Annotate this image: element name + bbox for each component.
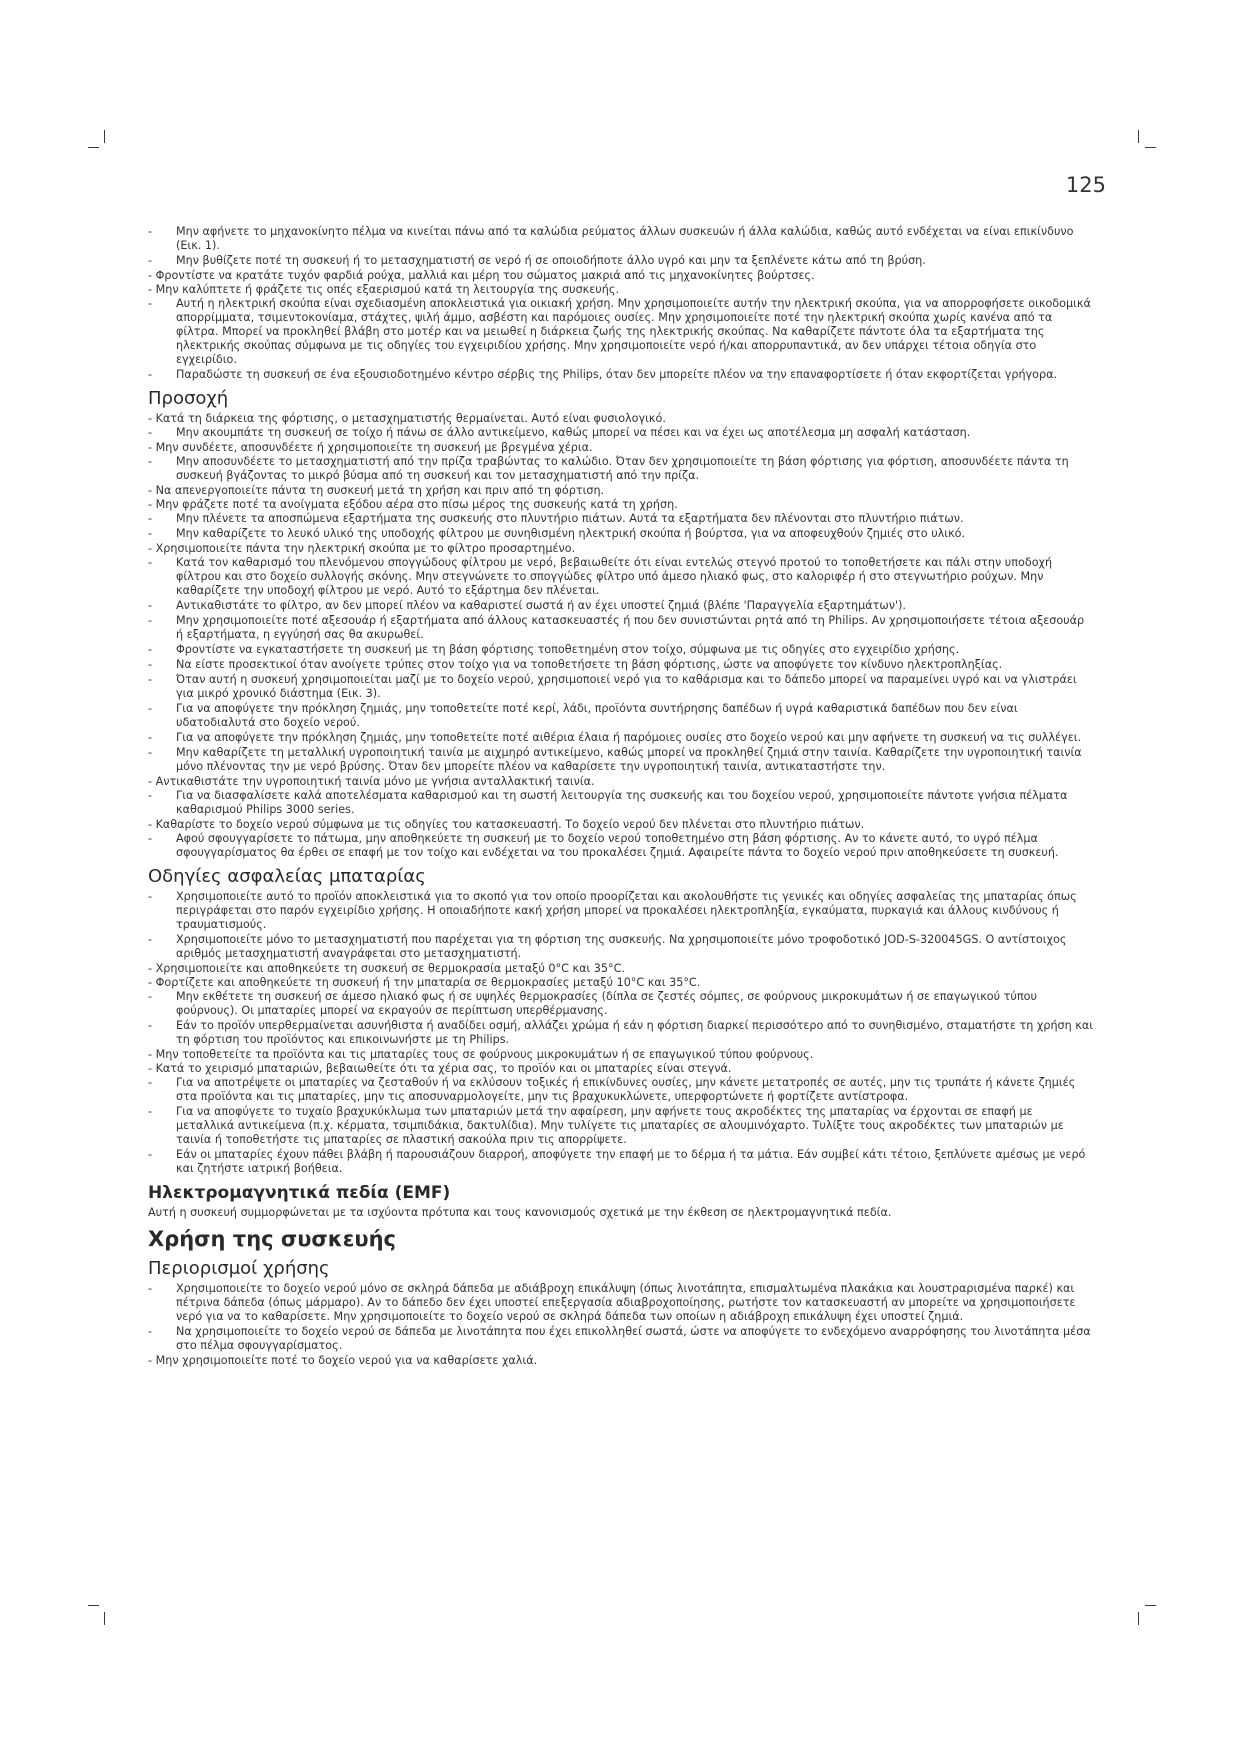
list-item: - Μην χρησιμοποιείτε ποτέ το δοχείο νερού για να καθαρίσετε χαλιά. [148, 1354, 538, 1367]
list-item [148, 658, 1094, 672]
list-item [148, 297, 1094, 367]
list-item: - Αντικαθιστάτε την υγροποιητική ταινία μόνο με γνήσια ανταλλακτική ταινία. [148, 775, 595, 788]
bullet-dash: - [148, 1282, 153, 1295]
list-item: - Χρησιμοποιείτε πάντα την ηλεκτρική σκούπα με το φίλτρο προσαρτημένο. [148, 542, 576, 555]
list-item: - Φροντίστε να κρατάτε τυχόν φαρδιά ρούχα, μαλλιά και μέρη του σώματος μακριά από τις μηχανοκίνητες βούρτσες. [148, 269, 815, 282]
list-item-text: Μην χρησιμοποιείτε ποτέ αξεσουάρ ή εξαρτήματα από άλλους κατασκευαστές ή που δεν συνιστώνται ρητά από τη Philips. Αν χρησιμοποιήσετε τέτοια αξεσουάρ ή εξαρτήματα, η εγγύησή σας θα ακυρωθεί. [176, 614, 1085, 641]
page-number: 125 [1065, 173, 1106, 197]
bullet-dash: - [148, 1105, 153, 1118]
caution-heading: Προσοχή [148, 388, 229, 409]
bullet-dash: - [148, 673, 153, 686]
list-item: - Φορτίζετε και αποθηκεύετε τη συσκευή ή την μπαταρία σε θερμοκρασίες μεταξύ 10°C και 35°C. [148, 976, 701, 989]
bullet-dash: - [148, 225, 153, 238]
emf-text: Αυτή η συσκευή συμμορφώνεται με τα ισχύοντα πρότυπα και τους κανονισμούς σχετικά με την έκθεση σε ηλεκτρομαγνητικά πεδία. [148, 1206, 892, 1219]
bullet-dash: - [148, 731, 153, 744]
list-item [148, 527, 1094, 541]
list-item [148, 746, 1094, 774]
list-item [148, 368, 1094, 382]
list-item [148, 426, 1094, 440]
crop-mark-top-left-h [88, 147, 99, 148]
list-item-text: Παραδώστε τη συσκευή σε ένα εξουσιοδοτημένο κέντρο σέρβις της Philips, όταν δεν μπορείτε πλέον να την επαναφορτίσετε ή όταν εκφορτίζεται γρήγορα. [176, 368, 1058, 381]
bullet-dash: - [148, 890, 153, 903]
list-item-text: Κατά τον καθαρισμό του πλενόμενου σπογγώδους φίλτρου με νερό, βεβαιωθείτε ότι είναι εντελώς στεγνό προτού το τοποθετήσετε και πάλι στην υποδοχή φίλτρου και στο δοχείο συλλογής σκόνης. Μην στεγνώνετε το σπογγώδες φίλτρο υπό άμεσο ηλιακό φως, στο καλοριφέρ ή στο στεγνωτήριο ρούχων. Μην καθαρίζετε την υποδοχή φίλτρου με νερό. Αυτό το εξάρτημα δεν πλένεται. [176, 556, 1053, 597]
bullet-dash: - [148, 599, 153, 612]
list-item-text: Μην πλένετε τα αποσπώμενα εξαρτήματα της συσκευής στο πλυντήριο πιάτων. Αυτά τα εξαρτήματα δεν πλένονται στο πλυντήριο πιάτων. [176, 512, 964, 525]
bullet-dash: - [148, 746, 153, 759]
bullet-dash: - [148, 933, 153, 946]
list-item: - Καθαρίστε το δοχείο νερού σύμφωνα με τις οδηγίες του κατασκευαστή. Το δοχείο νερού δεν πλένεται στο πλυντήριο πιάτων. [148, 818, 865, 831]
list-item-text: Για να αποφύγετε την πρόκληση ζημιάς, μην τοποθετείτε ποτέ κερί, λάδι, προϊόντα συντήρησης δαπέδων ή υγρά καθαριστικά δαπέδων που δεν είναι υδατοδιαλυτά στο δοχείο νερού. [176, 702, 1018, 729]
bullet-dash: - [148, 643, 153, 656]
caution-list [148, 412, 1094, 860]
crop-mark-top-right-h [1145, 147, 1156, 148]
list-item-text: Για να αποφύγετε το τυχαίο βραχυκύκλωμα των μπαταριών μετά την αφαίρεση, μην αφήνετε τους ακροδέκτες της μπαταρίας να έρχονται σε επαφή με μεταλλικά αντικείμενα (π.χ. κέρματα, τσιμπιδάκια, δακτυλίδια). Μην τυλίγετε τις μπαταρίες σε αλουμινόχαρτο. Τυλίξτε τους ακροδέκτες των μπαταριών με ταινία ή τοποθετήστε τις μπαταρίες σε πλαστική σακούλα πριν τις απορρίψετε. [176, 1105, 1064, 1146]
usage-list [148, 1282, 1094, 1368]
list-item [148, 1019, 1094, 1047]
list-item [148, 1105, 1094, 1147]
list-item-text: Μην βυθίζετε ποτέ τη συσκευή ή το μετασχηματιστή σε νερό ή σε οποιοδήποτε άλλο υγρό και μην τα ξεπλένετε κάτω από τη βρύση. [176, 254, 926, 267]
list-item [148, 643, 1094, 657]
list-item-text: Μην καθαρίζετε το λευκό υλικό της υποδοχής φίλτρου με συνηθισμένη ηλεκτρική σκούπα ή βούρτσα, για να αποφευχθούν ζημιές στο υλικό. [176, 527, 966, 540]
crop-mark-top-right-v [1138, 130, 1139, 143]
usage-heading: Χρήση της συσκευής [148, 1227, 396, 1251]
list-item-text: Χρησιμοποιείτε το δοχείο νερού μόνο σε σκληρά δάπεδα με αδιάβροχη επικάλυψη (όπως λινοτάπητα, επισμαλτωμένα πλακάκια και λουστραρισμένα παρκέ) και πέτρινα δάπεδα (όπως μάρμαρο). Αν το δάπεδο δεν έχει υποστεί επεξεργασία αδιαβροχοποίησης, ρωτήστε τον κατασκευαστή αν μπορείτε να χρησιμοποιήσετε νερό για να το καθαρίσετε. Μην χρησιμοποιείτε το δοχείο νερού σε σκληρά δάπεδα των οποίων η αδιάβροχη επικάλυψη έχει υποστεί ζημιά. [176, 1282, 1076, 1323]
list-item [148, 890, 1094, 932]
list-item-text: Μην ακουμπάτε τη συσκευή σε τοίχο ή πάνω σε άλλο αντικείμενο, καθώς μπορεί να πέσει και να έχει ως αποτέλεσμα μη ασφαλή κατάσταση. [176, 426, 971, 439]
list-item-text: Εάν οι μπαταρίες έχουν πάθει βλάβη ή παρουσιάζουν διαρροή, αποφύγετε την επαφή με το δέρμα ή τα μάτια. Εάν συμβεί κάτι τέτοιο, ξεπλύνετε αμέσως με νερό και ζητήστε ιατρική βοήθεια. [176, 1148, 1086, 1175]
emf-heading: Ηλεκτρομαγνητικά πεδία (EMF) [148, 1183, 451, 1203]
list-item-text: Εάν το προϊόν υπερθερμαίνεται ασυνήθιστα ή αναδίδει οσμή, αλλάζει χρώμα ή εάν η φόρτιση διαρκεί περισσότερο από το συνηθισμένο, σταματήστε τη χρήση και τη φόρτιση του προϊόντος και επικοινωνήστε με τη Philips. [176, 1019, 1094, 1046]
list-item-text: Χρησιμοποιείτε μόνο το μετασχηματιστή που παρέχεται για τη φόρτιση της συσκευής. Να χρησιμοποιείτε μόνο τροφοδοτικό JOD-S-320045GS. Ο αντίστοιχος αριθμός μετασχηματιστή αναγράφεται στο μετασχηματιστή. [176, 933, 1067, 960]
list-item [148, 789, 1094, 817]
bullet-dash: - [148, 426, 153, 439]
list-item: - Μην τοποθετείτε τα προϊόντα και τις μπαταρίες τους σε φούρνους μικροκυμάτων ή σε επαγωγικού τύπου φούρνους. [148, 1048, 814, 1061]
bullet-dash: - [148, 702, 153, 715]
list-item [148, 702, 1094, 730]
list-item: - Να απενεργοποιείτε πάντα τη συσκευή μετά τη χρήση και πριν από τη φόρτιση. [148, 484, 605, 497]
list-item-text: Αυτή η ηλεκτρική σκούπα είναι σχεδιασμένη αποκλειστικά για οικιακή χρήση. Μην χρησιμοποιείτε αυτήν την ηλεκτρική σκούπα, για να απορροφήσετε οικοδομικά απορρίμματα, τσιμεντοκονίαμα, στάχτες, ψιλή άμμο, ασβέστη και παρόμοιες ουσίες. Μην χρησιμοποιείτε ποτέ την ηλεκτρική σκούπα χωρίς κανένα από τα φίλτρα. Μπορεί να προκληθεί βλάβη στο μοτέρ και να μειωθεί η διάρκεια ζωής της ηλεκτρικής σκούπας. Να καθαρίζετε πάντοτε όλα τα εξαρτήματα της ηλεκτρικής σκούπας σύμφωνα με τις οδηγίες του εγχειριδίου χρήσης. Μην χρησιμοποιείτε νερό ή/και απορρυπαντικά, αν δεν υπάρχει τέτοια οδηγία στο εγχειρίδιο. [176, 297, 1091, 366]
list-item-text: Για να διασφαλίσετε καλά αποτελέσματα καθαρισμού και τη σωστή λειτουργία της συσκευής και του δοχείου νερού, χρησιμοποιείτε πάντοτε γνήσια πέλματα καθαρισμού Philips 3000 series. [176, 789, 1068, 816]
list-item-text: Μην αποσυνδέετε το μετασχηματιστή από την πρίζα τραβώντας το καλώδιο. Όταν δεν χρησιμοποιείτε τη βάση φόρτισης για φόρτιση, αποσυνδέετε πάντα τη συσκευή βγάζοντας το μικρό βύσμα από τη συσκευή και τον μετασχηματιστή από την πρίζα. [176, 455, 1069, 482]
bullet-dash: - [148, 1019, 153, 1032]
intro-list [148, 225, 1094, 382]
list-item [148, 1282, 1094, 1324]
list-item: - Μην φράζετε ποτέ τα ανοίγματα εξόδου αέρα στο πίσω μέρος της συσκευής κατά τη χρήση. [148, 498, 678, 511]
list-item: - Χρησιμοποιείτε και αποθηκεύετε τη συσκευή σε θερμοκρασία μεταξύ 0°C και 35°C. [148, 962, 625, 975]
list-item-text: Χρησιμοποιείτε αυτό το προϊόν αποκλειστικά για το σκοπό για τον οποίο προορίζεται και ακολουθήστε τις γενικές και οδηγίες ασφαλείας της μπαταρίας όπως περιγράφεται στο παρόν εγχειρίδιο χρήσης. Η οποιαδήποτε κακή χρήση μπορεί να προκαλέσει ηλεκτροπληξία, εγκαύματα, πυρκαγιά και άλλους κινδύνους ή τραυματισμούς. [176, 890, 1077, 931]
list-item [148, 1076, 1094, 1104]
bullet-dash: - [148, 1325, 153, 1338]
list-item-text: Για να αποτρέψετε οι μπαταρίες να ζεσταθούν ή να εκλύσουν τοξικές ή επικίνδυνες ουσίες, μην κάνετε μετατροπές σε αυτές, μην τις τρυπάτε ή κάνετε ζημιές στα προϊόντα και τις μπαταρίες, μην τις αποσυναρμολογείτε, μην τις βραχυκυκλώνετε, υπερφορτώνετε ή φορτίζετε αντίστροφα. [176, 1076, 1076, 1103]
list-item-text: Αντικαθιστάτε το φίλτρο, αν δεν μπορεί πλέον να καθαριστεί σωστά ή αν έχει υποστεί ζημιά (βλέπε 'Παραγγελία εξαρτημάτων'). [176, 599, 906, 612]
bullet-dash: - [148, 658, 153, 671]
bullet-dash: - [148, 368, 153, 381]
list-item-text: Αφού σφουγγαρίσετε το πάτωμα, μην αποθηκεύετε τη συσκευή με το δοχείο νερού τοποθετημένο στη βάση φόρτισης. Αν το κάνετε αυτό, το υγρό πέλμα σφουγγαρίσματος θα έρθει σε επαφή με τον τοίχο και ενδέχεται να του προκαλέσει ζημιά. Αφαιρείτε πάντα το δοχείο νερού πριν αποθηκεύσετε τη συσκευή. [176, 832, 1059, 859]
list-item [148, 599, 1094, 613]
list-item [148, 614, 1094, 642]
bullet-dash: - [148, 990, 153, 1003]
bullet-dash: - [148, 614, 153, 627]
bullet-dash: - [148, 556, 153, 569]
list-item: - Κατά το χειρισμό μπαταριών, βεβαιωθείτε ότι τα χέρια σας, το προϊόν και οι μπαταρίες είναι στεγνά. [148, 1062, 732, 1075]
bullet-dash: - [148, 512, 153, 525]
list-item-text: Φροντίστε να εγκαταστήσετε τη συσκευή με τη βάση φόρτισης τοποθετημένη στον τοίχο, σύμφωνα με τις οδηγίες στο εγχειρίδιο χρήσης. [176, 643, 960, 656]
bullet-dash: - [148, 527, 153, 540]
crop-mark-bottom-right-v [1138, 1612, 1139, 1625]
list-item [148, 832, 1094, 860]
bullet-dash: - [148, 1148, 153, 1161]
list-item-text: Μην καθαρίζετε τη μεταλλική υγροποιητική ταινία με αιχμηρό αντικείμενο, καθώς μπορεί να προκληθεί ζημιά στην ταινία. Καθαρίζετε την υγροποιητική ταινία μόνο πλένοντας την με νερό βρύσης. Όταν δεν μπορείτε πλέον να καθαρίσετε την υγροποιητική ταινία, αντικαταστήστε την. [176, 746, 1082, 773]
list-item: - Μην καλύπτετε ή φράζετε τις οπές εξαερισμού κατά τη λειτουργία της συσκευής. [148, 283, 619, 296]
list-item [148, 225, 1094, 253]
list-item-text: Για να αποφύγετε την πρόκληση ζημιάς, μην τοποθετείτε ποτέ αιθέρια έλαια ή παρόμοιες ουσίες στο δοχείο νερού και μην αφήνετε τη συσκευή να τις συλλέγει. [176, 731, 1082, 744]
battery-list [148, 890, 1094, 1176]
bullet-dash: - [148, 1076, 153, 1089]
document-body [148, 225, 1094, 1368]
usage-restrictions-heading: Περιορισμοί χρήσης [148, 1258, 330, 1279]
battery-safety-heading: Οδηγίες ασφαλείας μπαταρίας [148, 866, 426, 887]
list-item [148, 1325, 1094, 1353]
list-item [148, 731, 1094, 745]
list-item-text: Μην εκθέτετε τη συσκευή σε άμεσο ηλιακό φως ή σε υψηλές θερμοκρασίες (δίπλα σε ζεστές σόμπες, σε φούρνους μικροκυμάτων ή σε επαγωγικού τύπου φούρνους). Οι μπαταρίες μπορεί να εκραγούν σε περίπτωση υπερθέρμανσης. [176, 990, 1037, 1017]
crop-mark-top-left-v [104, 130, 105, 143]
list-item-text: Να χρησιμοποιείτε το δοχείο νερού σε δάπεδα με λινοτάπητα που έχει επικολληθεί σωστά, ώστε να αποφύγετε το ενδεχόμενο αναρρόφησης του λινοτάπητα μέσα στο πέλμα σφουγγαρίσματος. [176, 1325, 1091, 1352]
bullet-dash: - [148, 789, 153, 802]
bullet-dash: - [148, 254, 153, 267]
list-item [148, 990, 1094, 1018]
list-item [148, 455, 1094, 483]
list-item [148, 556, 1094, 598]
crop-mark-bottom-left-v [104, 1612, 105, 1625]
list-item [148, 933, 1094, 961]
bullet-dash: - [148, 832, 153, 845]
list-item [148, 254, 1094, 268]
list-item-text: Να είστε προσεκτικοί όταν ανοίγετε τρύπες στον τοίχο για να τοποθετήσετε τη βάση φόρτισης, ώστε να αποφύγετε τον κίνδυνο ηλεκτροπληξίας. [176, 658, 1003, 671]
list-item: - Κατά τη διάρκεια της φόρτισης, ο μετασχηματιστής θερμαίνεται. Αυτό είναι φυσιολογικό. [148, 412, 666, 425]
list-item [148, 673, 1094, 701]
crop-mark-bottom-right-h [1145, 1605, 1156, 1606]
bullet-dash: - [148, 297, 153, 310]
crop-mark-bottom-left-h [88, 1605, 99, 1606]
list-item [148, 1148, 1094, 1176]
bullet-dash: - [148, 455, 153, 468]
list-item-text: Μην αφήνετε το μηχανοκίνητο πέλμα να κινείται πάνω από τα καλώδια ρεύματος άλλων συσκευών ή άλλα καλώδια, καθώς αυτό ενδέχεται να είναι επικίνδυνο (Εικ. 1). [176, 225, 1074, 252]
list-item-text: Όταν αυτή η συσκευή χρησιμοποιείται μαζί με το δοχείο νερού, χρησιμοποιεί νερό για το καθάρισμα και το δάπεδο μπορεί να παραμείνει υγρό και να γλιστράει για μικρό χρονικό διάστημα (Εικ. 3). [176, 673, 1077, 700]
list-item [148, 512, 1094, 526]
list-item: - Μην συνδέετε, αποσυνδέετε ή χρησιμοποιείτε τη συσκευή με βρεγμένα χέρια. [148, 441, 593, 454]
